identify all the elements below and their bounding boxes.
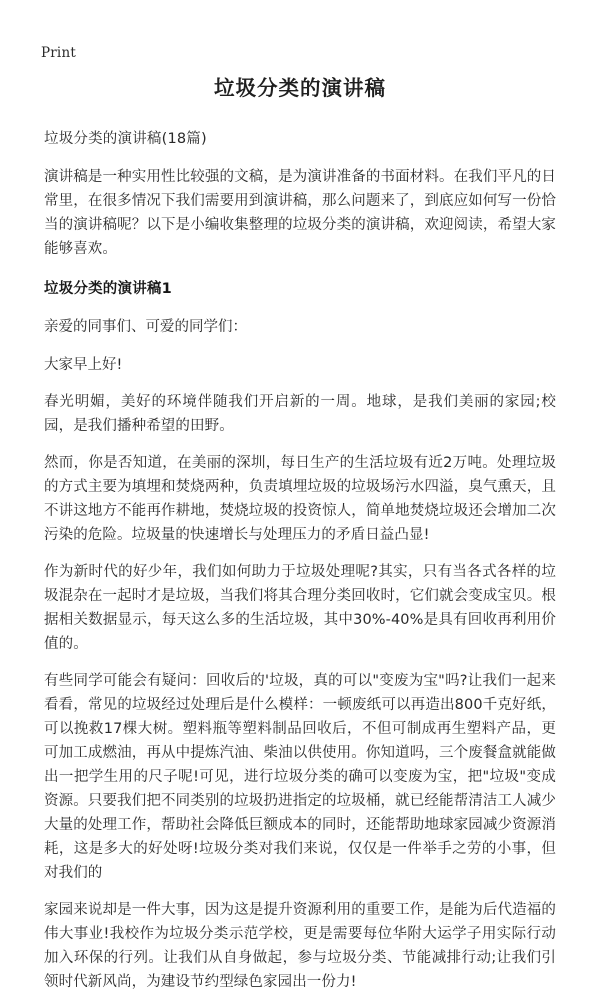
print-link[interactable]: Print bbox=[41, 45, 76, 61]
body-paragraph-3: 作为新时代的好少年，我们如何助力于垃圾处理呢?其实，只有当各式各样的垃圾混杂在一起时才是垃圾，当我们将其合理分类回收时，它们就会变成宝贝。根据相关数据显示，每天这么多的生活垃圾，其中30%-40%是具有回收再利用价值的。 bbox=[44, 563, 556, 652]
intro-paragraph: 演讲稿是一种实用性比较强的文稿，是为演讲准备的书面材料。在我们平凡的日常里，在很多情况下我们需要用到演讲稿，那么问题来了，到底应如何写一份恰当的演讲稿呢？以下是小编收集整理的垃圾分类的演讲稿，欢迎阅读，希望大家能够喜欢。 bbox=[44, 168, 556, 257]
salutation-line: 亲爱的同事们、可爱的同学们： bbox=[44, 318, 247, 335]
body-paragraph-5: 家园来说却是一件大事，因为这是提升资源利用的重要工作，是能为后代造福的伟大事业!我校作为垃圾分类示范学校，更是需要每位华附大运学子用实际行动加入环保的行列。让我们从自身做起，参与垃圾分类、节能减排行动;让我们引领时代新风尚，为建设节约型绿色家园出一份力! bbox=[44, 901, 556, 990]
body-paragraph-1: 春光明媚，美好的环境伴随我们开启新的一周。地球，是我们美丽的家园;校园，是我们播种希望的田野。 bbox=[44, 393, 556, 434]
body-paragraph-4: 有些同学可能会有疑问：回收后的'垃圾，真的可以"变废为宝"吗?让我们一起来看看，常见的垃圾经过处理后是什么模样：一顿废纸可以再造出800千克好纸，可以挽救17棵大树。塑料瓶等塑料制品回收后，不但可制成再生塑料产品，更可加工成燃油，再从中提炼汽油、柴油以供使用。你知道吗，三个废餐盒就能做出一把学生用的尺子呢!可见，进行垃圾分类的确可以变废为宝，把"垃圾"变成资源。只要我们把不同类别的垃圾扔进指定的垃圾桶，就已经能帮清洁工人减少大量的处理工作，帮助社会降低巨额成本的同时，还能帮助地球家园减少资源消耗，这是多大的好处呀!垃圾分类对我们来说，仅仅是一件举手之劳的小事，但对我们的 bbox=[44, 672, 556, 881]
page-title: 垃圾分类的演讲稿 bbox=[214, 76, 386, 100]
section-heading: 垃圾分类的演讲稿1 bbox=[44, 280, 172, 297]
greeting-line: 大家早上好! bbox=[44, 356, 123, 373]
body-paragraph-2: 然而，你是否知道，在美丽的深圳，每日生产的生活垃圾有近2万吨。处理垃圾的方式主要为填埋和焚烧两种，负责填埋垃圾的垃圾场污水四溢，臭气熏天，且不讲这地方不能再作耕地，焚烧垃圾的投资惊人，简单地焚烧垃圾还会增加二次污染的危险。垃圾量的快速增长与处理压力的矛盾日益凸显! bbox=[44, 454, 556, 543]
document-content bbox=[44, 72, 556, 994]
document-subtitle: 垃圾分类的演讲稿(18篇) bbox=[44, 130, 207, 147]
